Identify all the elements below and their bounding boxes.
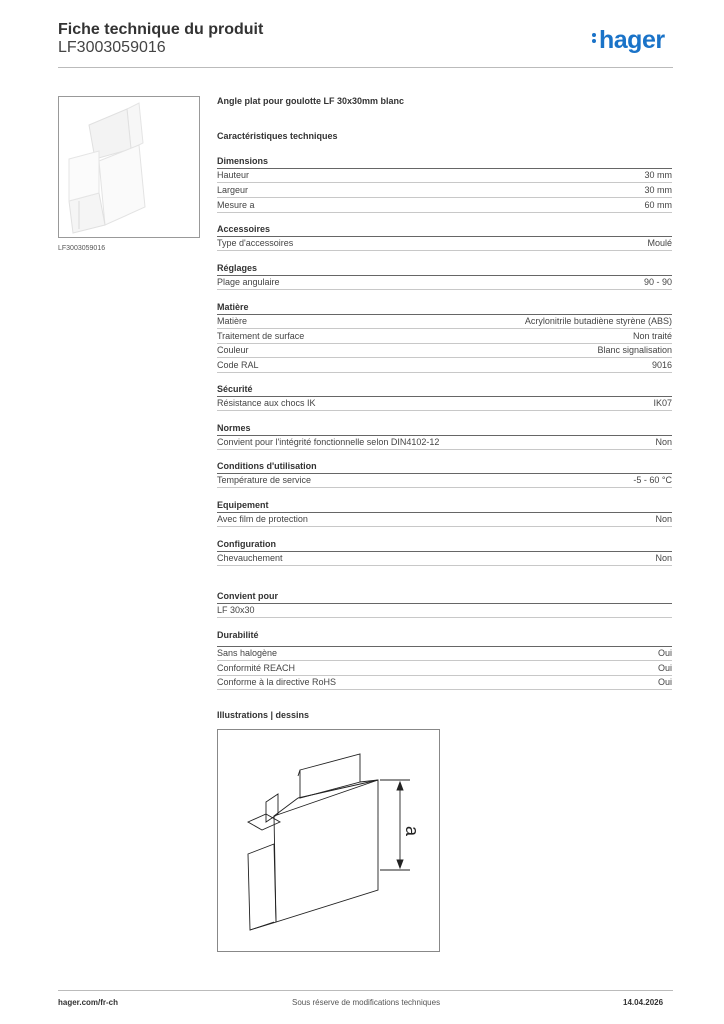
section-title-dimensions: Dimensions <box>217 156 269 166</box>
product-photo <box>58 96 200 238</box>
spec-key: Conforme à la directive RoHS <box>217 677 337 687</box>
spec-row <box>217 237 672 251</box>
spec-row <box>217 647 672 661</box>
spec-value: Non <box>655 553 672 563</box>
product-name: Angle plat pour goulotte LF 30x30mm blanc <box>217 96 405 106</box>
section-title-equipement: Equipement <box>217 500 269 510</box>
product-reference: LF3003059016 <box>58 39 166 56</box>
spec-key: Traitement de surface <box>217 331 305 341</box>
spec-value: 90 - 90 <box>643 277 672 287</box>
spec-row <box>217 604 672 618</box>
spec-key: Plage angulaire <box>217 277 280 287</box>
spec-key: Avec film de protection <box>217 514 308 524</box>
spec-row <box>217 359 672 373</box>
spec-key: Chevauchement <box>217 553 283 563</box>
spec-value: 30 mm <box>644 170 672 180</box>
header-divider <box>58 67 673 68</box>
spec-value: Oui <box>657 663 672 673</box>
technical-drawing <box>217 729 440 952</box>
spec-row <box>217 199 672 213</box>
spec-row <box>217 676 672 690</box>
spec-value: Oui <box>657 677 672 687</box>
spec-value: Non <box>655 437 672 447</box>
illustrations-title: Illustrations | dessins <box>217 710 310 720</box>
spec-key: Matière <box>217 316 248 326</box>
spec-row <box>217 184 672 198</box>
footer-divider <box>58 990 673 991</box>
logo-dots-icon <box>592 31 597 45</box>
footer-website: hager.com/fr-ch <box>58 998 119 1007</box>
spec-key: Convient pour l'intégrité fonctionnelle selon DIN4102-12 <box>217 437 440 447</box>
spec-value: 9016 <box>651 360 672 370</box>
spec-value: IK07 <box>653 398 672 408</box>
spec-row <box>217 276 672 290</box>
spec-value: Non <box>655 514 672 524</box>
section-title-durabilite: Durabilité <box>217 630 259 640</box>
spec-row <box>217 330 672 344</box>
spec-row <box>217 513 672 527</box>
spec-value: -5 - 60 °C <box>633 475 672 485</box>
spec-value: Oui <box>657 648 672 658</box>
spec-row <box>217 344 672 358</box>
spec-key: Largeur <box>217 185 249 195</box>
spec-key: Mesure a <box>217 200 255 210</box>
section-title-configuration: Configuration <box>217 539 276 549</box>
spec-key: Conformité REACH <box>217 663 296 673</box>
hager-logo <box>592 26 665 54</box>
spec-row <box>217 397 672 411</box>
section-title-convient-pour: Convient pour <box>217 591 278 601</box>
spec-value: 30 mm <box>644 185 672 195</box>
dimension-label-a: a <box>402 826 422 837</box>
spec-value: 60 mm <box>644 200 672 210</box>
spec-key: Couleur <box>217 345 249 355</box>
product-photo-image <box>59 97 199 237</box>
spec-key: Hauteur <box>217 170 250 180</box>
page-title: Fiche technique du produit <box>58 21 264 38</box>
spec-value: Acrylonitrile butadiène styrène (ABS) <box>524 316 672 326</box>
spec-value: Blanc signalisation <box>597 345 672 355</box>
spec-value: Non traité <box>632 331 672 341</box>
spec-row <box>217 552 672 566</box>
spec-row <box>217 315 672 329</box>
specs-title: Caractéristiques techniques <box>217 131 338 141</box>
section-title-conditions: Conditions d'utilisation <box>217 461 317 471</box>
spec-row <box>217 436 672 450</box>
spec-key: Température de service <box>217 475 312 485</box>
section-title-normes: Normes <box>217 423 251 433</box>
spec-row <box>217 662 672 676</box>
footer-date: 14.04.2026 <box>623 998 664 1007</box>
logo-text: hager <box>599 26 665 54</box>
spec-key: Sans halogène <box>217 648 278 658</box>
section-title-accessoires: Accessoires <box>217 224 271 234</box>
section-title-matiere: Matière <box>217 302 249 312</box>
spec-key: Résistance aux chocs IK <box>217 398 316 408</box>
footer-disclaimer: Sous réserve de modifications techniques <box>292 998 441 1007</box>
spec-key: LF 30x30 <box>217 605 255 615</box>
section-title-securite: Sécurité <box>217 384 253 394</box>
photo-caption: LF3003059016 <box>58 245 106 252</box>
spec-key: Code RAL <box>217 360 259 370</box>
spec-value: Moulé <box>647 238 672 248</box>
spec-key: Type d'accessoires <box>217 238 294 248</box>
technical-drawing-image <box>218 730 439 951</box>
spec-row <box>217 474 672 488</box>
spec-row <box>217 169 672 183</box>
section-title-reglages: Réglages <box>217 263 258 273</box>
